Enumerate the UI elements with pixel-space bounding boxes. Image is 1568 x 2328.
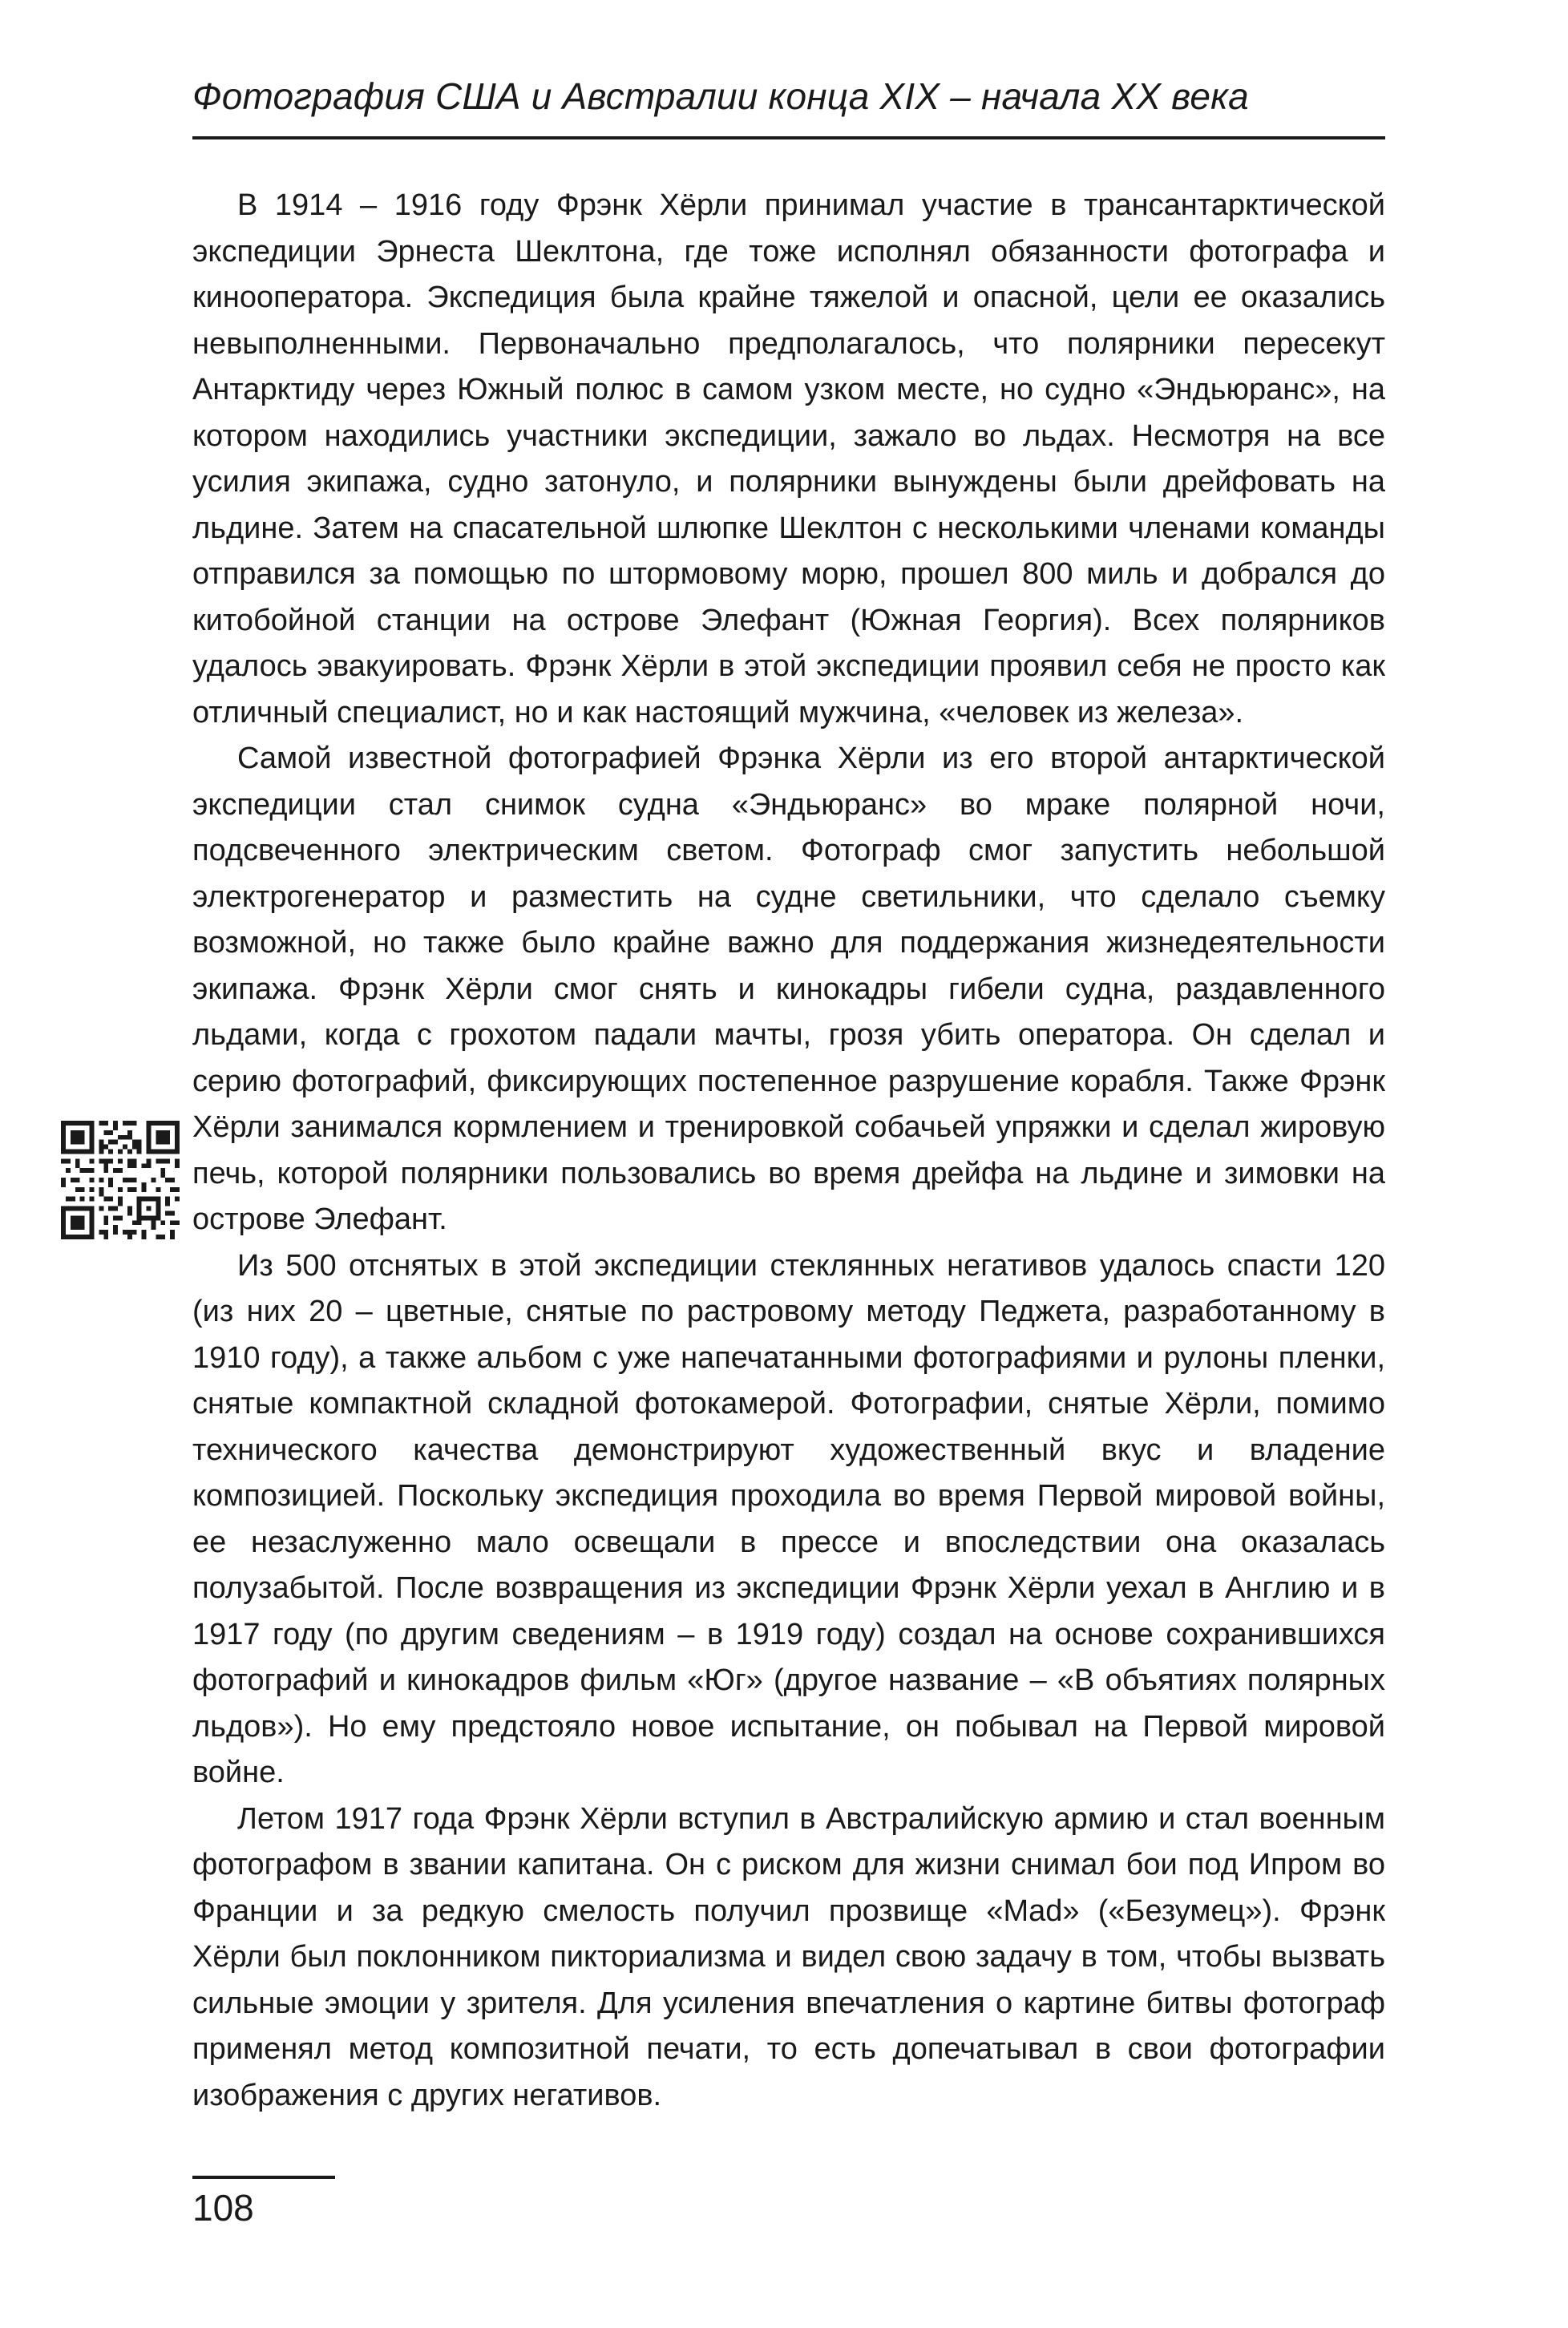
header-rule (192, 136, 1385, 139)
paragraph: В 1914 – 1916 году Фрэнк Хёрли принимал участие в трансантарктической экспедиции Эрнеста Шеклтона, где тоже исполнял обязанности фотографа и кинооператора. Экспедиция была крайне тяжелой и опасной, цели ее оказались невыполненными. Первоначально предполагалось, что полярники пересекут Антарктиду через Южный полюс в самом узком месте, но судно «Эндьюранс», на котором находились участники экспедиции, зажало во льдах. Несмотря на все усилия экипажа, судно затонуло, и полярники вынуждены были дрейфовать на льдине. Затем на спасательной шлюпке Шеклтон с несколькими членами команды отправился за помощью по штормовому морю, прошел 800 миль и добрался до китобойной станции на острове Элефант (Южная Георгия). Всех полярников удалось эвакуировать. Фрэнк Хёрли в этой экспедиции проявил себя не просто как отличный специалист, но и как настоящий мужчина, «человек из железа». (192, 188, 1385, 730)
footer-rule (192, 2176, 335, 2179)
paragraph: Самой известной фотографией Фрэнка Хёрли из его второй антарктической экспедиции стал снимок судна «Эндьюранс» во мраке полярной ночи, подсвеченного электрическим светом. Фотограф смог запустить небольшой электрогенератор и разместить на судне светильники, что сделало съемку возможной, но также было крайне важно для поддержания жизнедеятельности экипажа. Фрэнк Хёрли смог снять и кинокадры гибели судна, раздавленного льдами, когда с грохотом падали мачты, грозя убить оператора. Он сделал и серию фотографий, фиксирующих постепенное разрушение корабля. Также Фрэнк Хёрли занимался кормлением и тренировкой собачьей упряжки и сделал жировую печь, которой полярники пользовались во время дрейфа на льдине и зимовки на острове Элефант. (192, 742, 1385, 1236)
running-title: Фотография США и Австралии конца XIX – начала XX века (192, 75, 1249, 117)
qr-code-icon (61, 1121, 180, 1239)
paragraph: Летом 1917 года Фрэнк Хёрли вступил в Австралийскую армию и стал военным фотографом в звании капитана. Он с риском для жизни снимал бои под Ипром во Франции и за редкую смелость получил прозвище «Mad» («Безумец»). Фрэнк Хёрли был поклонником пикториализма и видел свою задачу в том, чтобы вызвать сильные эмоции у зрителя. Для усиления впечатления о картине битвы фотограф применял метод композитной печати, то есть допечатывал в свои фотографии изображения с других негативов. (192, 1801, 1385, 2112)
page-number: 108 (192, 2187, 254, 2229)
main-text (192, 183, 1385, 2119)
paragraph: Из 500 отснятых в этой экспедиции стеклянных негативов удалось спасти 120 (из них 20 – цветные, снятые по растровому методу Педжета, разработанному в 1910 году), а также альбом с уже напечатанными фотографиями и рулоны пленки, снятые компактной складной фотокамерой. Фотографии, снятые Хёрли, помимо технического качества демонстрируют художественный вкус и владение композицией. Поскольку экспедиция проходила во время Первой мировой войны, ее незаслуженно мало освещали в прессе и впоследствии она оказалась полузабытой. После возвращения из экспедиции Фрэнк Хёрли уехал в Англию и в 1917 году (по другим сведениям – в 1919 году) создал на основе сохранившихся фотографий и кинокадров фильм «Юг» (другое название – «В объятиях полярных льдов»). Но ему предстояло новое испытание, он побывал на Первой мировой войне. (192, 1248, 1385, 1789)
